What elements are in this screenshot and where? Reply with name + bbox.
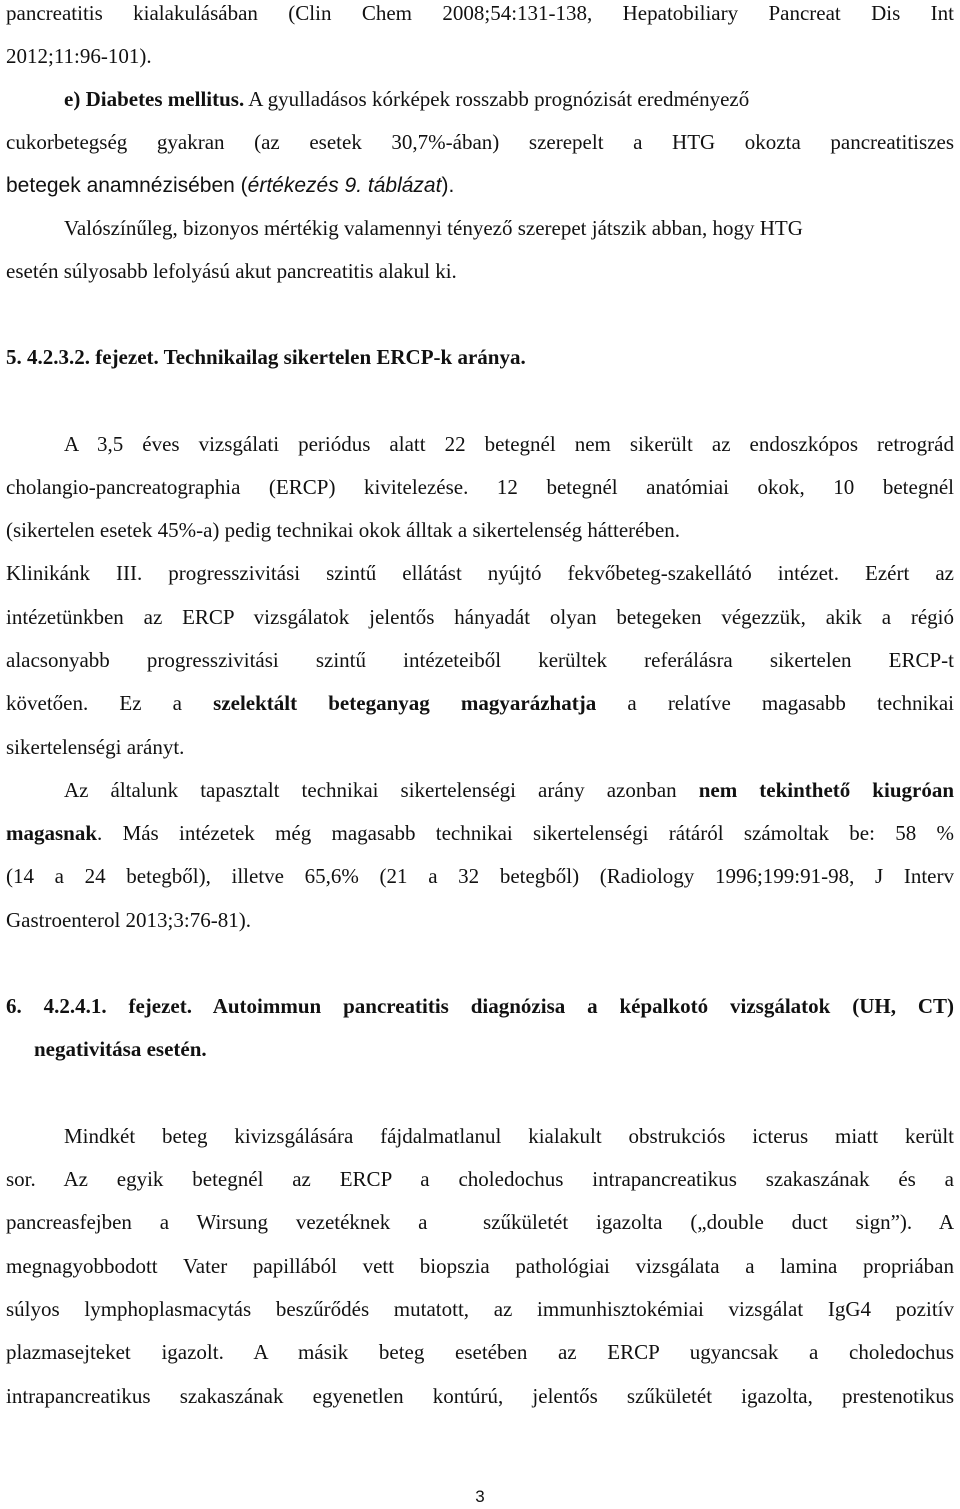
text-span: a relatíve magasabb technikai <box>596 691 955 715</box>
text-span: . Más intézetek még magasabb technikai sikertelenségi rátáról számoltak be: 58 % <box>97 821 954 845</box>
page-number: 3 <box>475 1487 485 1506</box>
emphasis: szelektált beteganyag magyarázhatja <box>213 691 597 715</box>
emphasis: nem tekinthető kiugróan <box>698 778 954 802</box>
text-line: 2012;11:96-101). <box>6 44 152 68</box>
text-line: pancreasfejben a Wirsung vezetéknek a szűkületét igazolta („double duct sign”). A <box>6 1210 954 1234</box>
text-line: súlyos lymphoplasmacytás beszűrődés mutatott, az immunhisztokémiai vizsgálat IgG4 pozitív <box>6 1297 954 1321</box>
text-line: (sikertelen esetek 45%-a) pedig technikai okok álltak a sikertelenség hátterében. <box>6 518 681 542</box>
text-line: A 3,5 éves vizsgálati periódus alatt 22 betegnél nem sikerült az endoszkópos retrográd <box>64 432 954 456</box>
text-span: Az általunk tapasztalt technikai sikertelenségi arány azonban <box>64 778 699 802</box>
text-line <box>64 777 954 803</box>
text-line: cholangio-pancreatographia (ERCP) kivitelezése. 12 betegnél anatómiai okok, 10 betegnél <box>6 475 954 499</box>
text-line: alacsonyabb progresszivitási szintű intézeteiből kerültek referálásra sikertelen ERCP-t <box>6 648 954 672</box>
table-reference: értékezés 9. táblázat <box>247 174 442 197</box>
section-heading: 5. 4.2.3.2. fejezet. Technikailag sikertelen ERCP-k aránya. <box>6 345 526 369</box>
text-line: Valószínűleg, bizonyos mértékig valamennyi tényező szerepet játszik abban, hogy HTG <box>64 216 803 240</box>
diabetes-paragraph-line <box>64 86 749 112</box>
emphasis: magasnak <box>6 821 98 845</box>
text-line: Klinikánk III. progresszivitási szintű ellátást nyújtó fekvőbeteg-szakellátó intézet. Ezért az <box>6 561 954 585</box>
text-line: sor. Az egyik betegnél az ERCP a choledochus intrapancreatikus szakaszának és a <box>6 1167 954 1191</box>
text-span: A gyulladásos kórképek rosszabb prognózisát eredményező <box>244 87 750 111</box>
diabetes-label: e) Diabetes mellitus. <box>64 87 245 111</box>
text-line: Gastroenterol 2013;3:76-81). <box>6 908 251 932</box>
text-span: ). <box>441 174 455 197</box>
diabetes-paragraph-line <box>6 172 454 199</box>
text-line <box>6 690 954 716</box>
text-line: megnagyobbodott Vater papillából vett biopszia pathológiai vizsgálata a lamina propriában <box>6 1254 954 1278</box>
text-line: cukorbetegség gyakran (az esetek 30,7%-ában) szerepelt a HTG okozta pancreatitiszes <box>6 130 954 154</box>
text-line: intézetünkben az ERCP vizsgálatok jelentős hányadát olyan betegeken végezzük, akik a régió <box>6 605 954 629</box>
text-span: követően. Ez a <box>6 691 214 715</box>
text-line: intrapancreatikus szakaszának egyenetlen kontúrú, jelentős szűkületét igazolta, prestenotikus <box>6 1384 954 1408</box>
section-heading: negativitása esetén. <box>34 1037 207 1061</box>
text-line: sikertelenségi arányt. <box>6 735 185 759</box>
text-line: esetén súlyosabb lefolyású akut pancreatitis alakul ki. <box>6 259 457 283</box>
section-heading: 6. 4.2.4.1. fejezet. Autoimmun pancreatitis diagnózisa a képalkotó vizsgálatok (UH, CT) <box>6 994 954 1018</box>
text-span: betegek anamnézisében ( <box>6 174 248 197</box>
text-line <box>6 820 954 846</box>
text-line: (14 a 24 betegből), illetve 65,6% (21 a 32 betegből) (Radiology 1996;199:91-98, J Interv <box>6 864 954 888</box>
text-line: Mindkét beteg kivizsgálására fájdalmatlanul kialakult obstrukciós icterus miatt került <box>64 1124 954 1148</box>
text-line: pancreatitis kialakulásában (Clin Chem 2008;54:131-138, Hepatobiliary Pancreat Dis Int <box>6 1 954 25</box>
text-line: plazmasejteket igazolt. A másik beteg esetében az ERCP ugyancsak a choledochus <box>6 1340 954 1364</box>
